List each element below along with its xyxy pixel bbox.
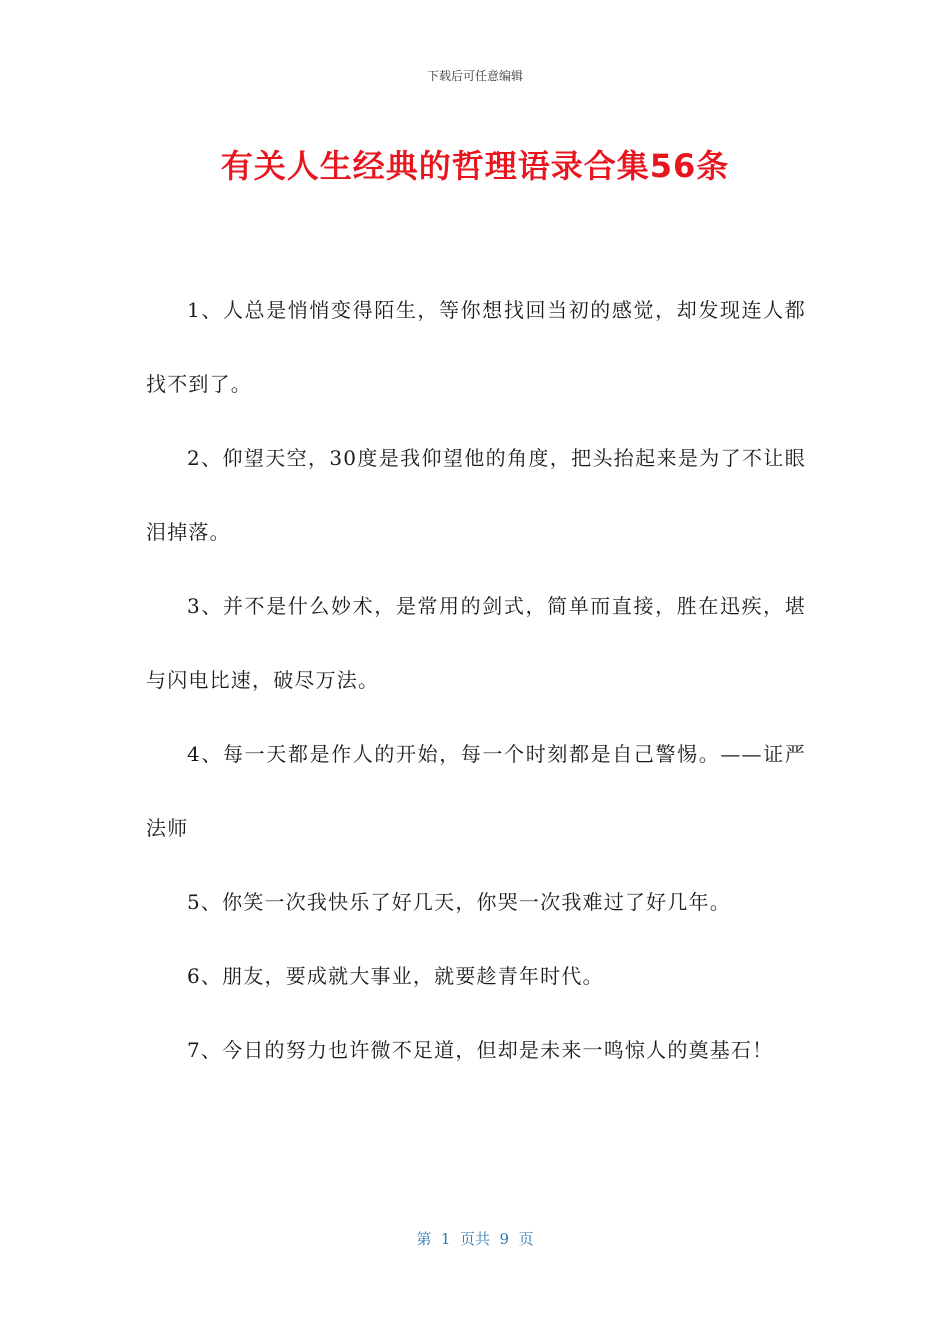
quote-paragraph-3: 3、并不是什么妙术，是常用的剑式，简单而直接，胜在迅疾，堪与闪电比速，破尽万法。 bbox=[146, 594, 806, 692]
quote-paragraph-2: 2、仰望天空，30度是我仰望他的角度，把头抬起来是为了不让眼泪掉落。 bbox=[146, 446, 806, 544]
quote-paragraph-4: 4、每一天都是作人的开始，每一个时刻都是自己警惕。——证严法师 bbox=[146, 742, 806, 840]
page-number-footer: 第 1 页共 9 页 bbox=[416, 1230, 534, 1248]
document-body bbox=[146, 273, 806, 1087]
header-note: 下载后可任意编辑 bbox=[426, 69, 523, 83]
quote-paragraph-6: 6、朋友，要成就大事业，就要趁青年时代。 bbox=[187, 964, 604, 988]
document-title: 有关人生经典的哲理语录合集56条 bbox=[220, 147, 730, 185]
quote-paragraph-5: 5、你笑一次我快乐了好几天，你哭一次我难过了好几年。 bbox=[187, 890, 731, 914]
quote-paragraph-7: 7、今日的努力也许微不足道，但却是未来一鸣惊人的奠基石！ bbox=[187, 1038, 774, 1062]
quote-paragraph-1: 1、人总是悄悄变得陌生，等你想找回当初的感觉，却发现连人都找不到了。 bbox=[146, 298, 806, 396]
